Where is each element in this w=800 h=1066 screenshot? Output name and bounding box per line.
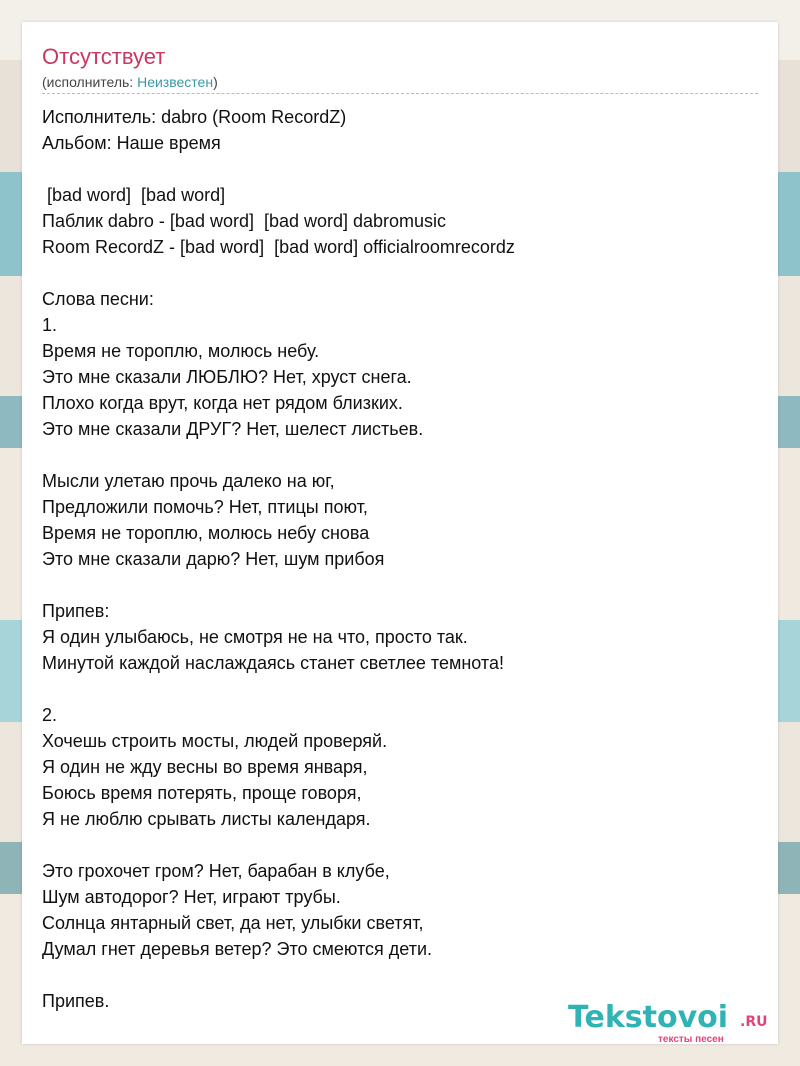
- lyrics-text: [42, 104, 758, 1014]
- lyric-line: Room RecordZ - [bad word] [bad word] officialroomrecordz: [42, 237, 515, 257]
- lyric-line: Это мне сказали ДРУГ? Нет, шелест листьев.: [42, 419, 424, 439]
- lyric-line: Паблик dabro - [bad word] [bad word] dabromusic: [42, 211, 447, 231]
- lyric-line: Это грохочет гром? Нет, барабан в клубе,: [42, 861, 390, 881]
- lyric-line: Мысли улетаю прочь далеко на юг,: [42, 471, 335, 491]
- lyric-line: Исполнитель: dabro (Room RecordZ): [42, 107, 347, 127]
- lyric-line: Слова песни:: [42, 289, 154, 309]
- lyric-line: 2.: [42, 705, 58, 725]
- lyric-line: [bad word] [bad word]: [42, 185, 226, 205]
- artist-line: [42, 74, 218, 90]
- lyric-line: [42, 260, 758, 286]
- site-logo[interactable]: [568, 1000, 778, 1044]
- lyric-line: [42, 442, 758, 468]
- lyric-line: Солнца янтарный свет, да нет, улыбки светят,: [42, 913, 424, 933]
- lyric-line: Я один улыбаюсь, не смотря не на что, просто так.: [42, 627, 468, 647]
- title-divider: [42, 93, 758, 94]
- logo-main-text: Tekstovoi: [568, 1000, 729, 1035]
- lyric-line: Шум автодорог? Нет, играют трубы.: [42, 887, 341, 907]
- lyric-line: [42, 676, 758, 702]
- lyric-line: Я не люблю срывать листы календаря.: [42, 809, 371, 829]
- lyric-line: [42, 832, 758, 858]
- lyric-line: Альбом: Наше время: [42, 133, 221, 153]
- lyric-line: Это мне сказали дарю? Нет, шум прибоя: [42, 549, 385, 569]
- lyric-line: Предложили помочь? Нет, птицы поют,: [42, 497, 368, 517]
- lyric-line: Хочешь строить мосты, людей проверяй.: [42, 731, 388, 751]
- lyric-line: Плохо когда врут, когда нет рядом близких.: [42, 393, 403, 413]
- lyric-line: Время не тороплю, молюсь небу снова: [42, 523, 370, 543]
- lyric-line: Я один не жду весны во время января,: [42, 757, 368, 777]
- lyric-line: Припев.: [42, 991, 110, 1011]
- lyric-line: Время не тороплю, молюсь небу.: [42, 341, 320, 361]
- lyric-line: Это мне сказали ЛЮБЛЮ? Нет, хруст снега.: [42, 367, 412, 387]
- lyric-line: [42, 962, 758, 988]
- song-title: Отсутствует: [42, 44, 166, 69]
- lyric-line: Думал гнет деревья ветер? Это смеются дети.: [42, 939, 432, 959]
- artist-suffix: ): [213, 74, 218, 90]
- lyric-line: 1.: [42, 315, 58, 335]
- lyric-line: [42, 156, 758, 182]
- lyrics-card: [22, 22, 778, 1044]
- logo-domain: .RU: [740, 1014, 768, 1030]
- lyric-line: Минутой каждой наслаждаясь станет светлее темнота!: [42, 653, 504, 673]
- logo-tagline: тексты песен: [658, 1034, 724, 1045]
- lyric-line: Боюсь время потерять, проще говоря,: [42, 783, 362, 803]
- lyric-line: Припев:: [42, 601, 110, 621]
- artist-prefix: (исполнитель:: [42, 74, 138, 90]
- artist-link[interactable]: Неизвестен: [137, 74, 214, 90]
- lyric-line: [42, 572, 758, 598]
